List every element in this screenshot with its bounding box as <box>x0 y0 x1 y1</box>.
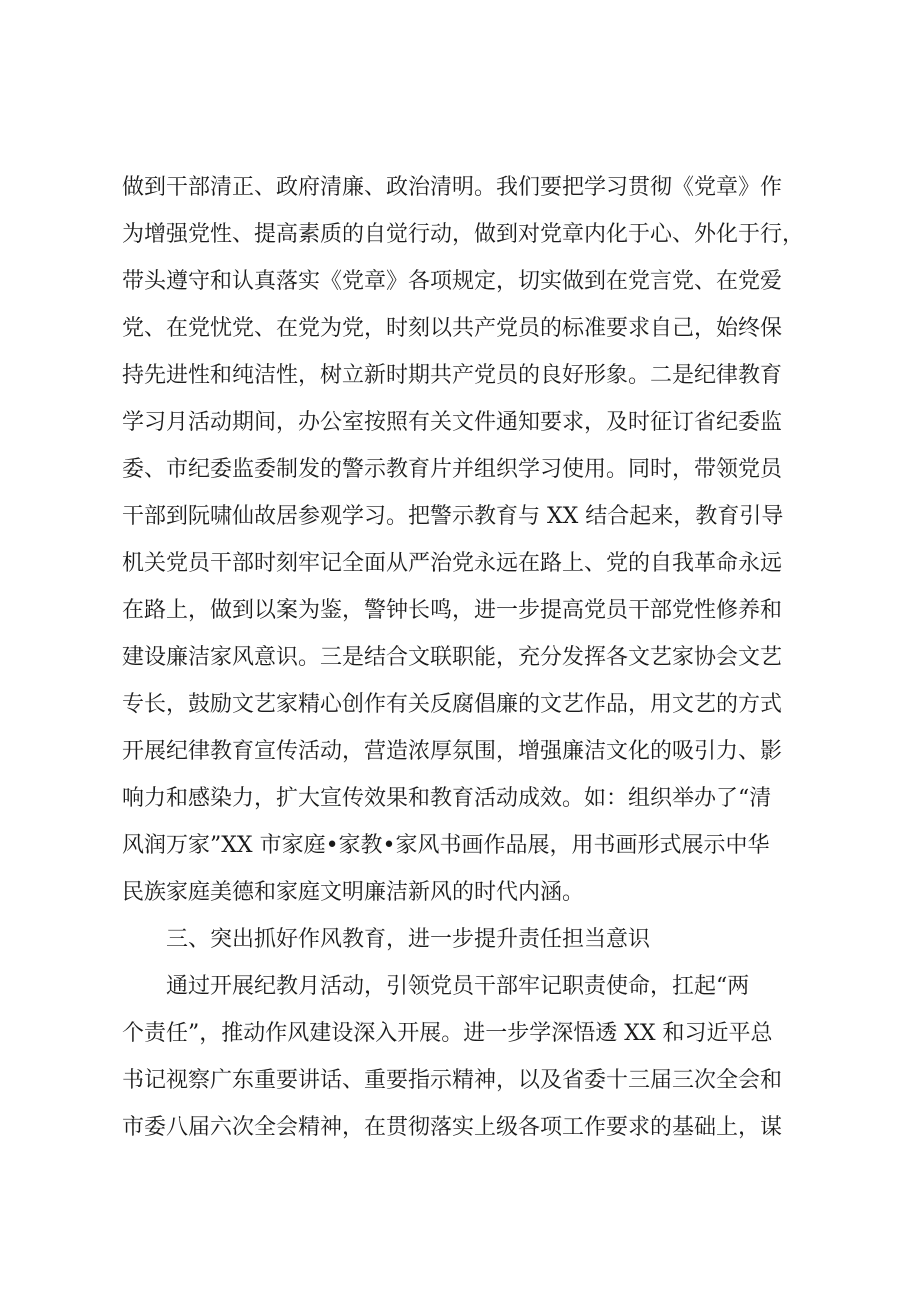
body-line: 在路上，做到以案为鉴，警钟长鸣，进一步提高党员干部党性修养和 <box>122 598 783 623</box>
body-line: 建设廉洁家风意识。三是结合文联职能，充分发挥各文艺家协会文艺 <box>122 645 783 670</box>
body-line: 响力和感染力，扩大宣传效果和教育活动成效。如：组织举办了“清 <box>122 786 772 811</box>
body-line: 做到干部清正、政府清廉、政治清明。我们要把学习贯彻《党章》作 <box>122 175 783 200</box>
body-line: 学习月活动期间，办公室按照有关文件通知要求，及时征订省纪委监 <box>122 410 783 435</box>
body-line: 为增强党性、提高素质的自觉行动，做到对党章内化于心、外化于行， <box>122 222 805 247</box>
body-line: 带头遵守和认真落实《党章》各项规定，切实做到在党言党、在党爱 <box>122 269 783 294</box>
body-line: 干部到阮啸仙故居参观学习。把警示教育与 XX 结合起来，教育引导 <box>122 504 784 529</box>
body-line: 市委八届六次全会精神，在贯彻落实上级各项工作要求的基础上，谋 <box>122 1115 783 1140</box>
body-line: 个责任”，推动作风建设深入开展。进一步学深悟透 XX 和习近平总 <box>122 1021 773 1046</box>
body-line: 委、市纪委监委制发的警示教育片并组织学习使用。同时，带领党员 <box>122 457 783 482</box>
body-line: 书记视察广东重要讲话、重要指示精神，以及省委十三届三次全会和 <box>122 1068 783 1093</box>
body-line: 专长，鼓励文艺家精心创作有关反腐倡廉的文艺作品，用文艺的方式 <box>122 692 783 717</box>
body-line: 风润万家”XX 市家庭•家教•家风书画作品展，用书画形式展示中华 <box>122 833 770 858</box>
paragraph-first-line: 通过开展纪教月活动，引领党员干部牢记职责使命，扛起“两 <box>166 974 750 999</box>
body-line: 持先进性和纯洁性，树立新时期共产党员的良好形象。二是纪律教育 <box>122 363 783 388</box>
section-heading: 三、突出抓好作风教育，进一步提升责任担当意识 <box>166 927 651 952</box>
body-line: 党、在党忧党、在党为党，时刻以共产党员的标准要求自己，始终保 <box>122 316 783 341</box>
body-line: 开展纪律教育宣传活动，营造浓厚氛围，增强廉洁文化的吸引力、影 <box>122 739 783 764</box>
document-body <box>122 164 822 1151</box>
body-line: 民族家庭美德和家庭文明廉洁新风的时代内涵。 <box>122 880 585 905</box>
body-line: 机关党员干部时刻牢记全面从严治党永远在路上、党的自我革命永远 <box>122 551 783 576</box>
